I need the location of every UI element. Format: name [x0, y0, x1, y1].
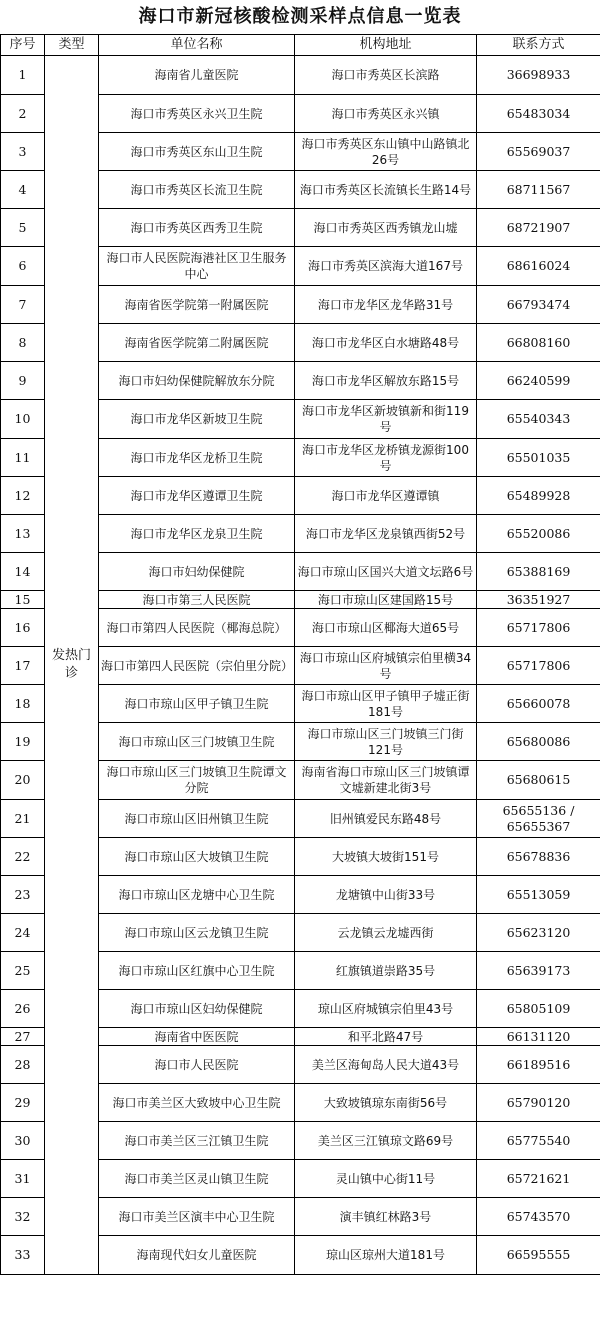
- cell-index: 4: [1, 171, 45, 209]
- cell-address: 大致坡镇琼东南街56号: [295, 1084, 477, 1122]
- cell-name: 海口市龙华区龙泉卫生院: [99, 515, 295, 553]
- cell-phone: 68721907: [477, 209, 600, 247]
- cell-phone: 65775540: [477, 1122, 600, 1160]
- cell-phone: 65660078: [477, 685, 600, 723]
- sampling-sites-table: [0, 34, 600, 1275]
- page-title: 海口市新冠核酸检测采样点信息一览表: [138, 6, 462, 27]
- cell-address: 海口市龙华区解放东路15号: [295, 362, 477, 400]
- cell-index: 16: [1, 609, 45, 647]
- cell-name: 海口市琼山区旧州镇卫生院: [99, 800, 295, 838]
- cell-index: 29: [1, 1084, 45, 1122]
- cell-index: 8: [1, 324, 45, 362]
- cell-index: 30: [1, 1122, 45, 1160]
- cell-index: 24: [1, 914, 45, 952]
- cell-name: 海口市琼山区三门坡镇卫生院谭文分院: [99, 761, 295, 800]
- cell-index: 19: [1, 723, 45, 761]
- cell-address: 大坡镇大坡街151号: [295, 838, 477, 876]
- cell-phone: 65501035: [477, 439, 600, 477]
- cell-address: 海口市龙华区新坡镇新和街119号: [295, 400, 477, 439]
- cell-address: 和平北路47号: [295, 1028, 477, 1046]
- cell-index: 27: [1, 1028, 45, 1046]
- cell-address: 海口市秀英区东山镇中山路镇北26号: [295, 133, 477, 171]
- cell-phone: 65540343: [477, 400, 600, 439]
- cell-phone: 68616024: [477, 247, 600, 286]
- cell-name: 海口市龙华区新坡卫生院: [99, 400, 295, 439]
- cell-address: 海口市琼山区建国路15号: [295, 591, 477, 609]
- cell-index: 22: [1, 838, 45, 876]
- cell-name: 海口市琼山区甲子镇卫生院: [99, 685, 295, 723]
- cell-phone: 65513059: [477, 876, 600, 914]
- cell-address: 海口市琼山区椰海大道65号: [295, 609, 477, 647]
- cell-index: 31: [1, 1160, 45, 1198]
- cell-phone: 65520086: [477, 515, 600, 553]
- cell-name: 海口市琼山区妇幼保健院: [99, 990, 295, 1028]
- cell-index: 18: [1, 685, 45, 723]
- cell-phone: 65680086: [477, 723, 600, 761]
- cell-phone: 68711567: [477, 171, 600, 209]
- cell-name: 海南现代妇女儿童医院: [99, 1236, 295, 1275]
- table-row: [1, 56, 600, 95]
- header-address: 机构地址: [295, 35, 477, 56]
- cell-phone: 65743570: [477, 1198, 600, 1236]
- cell-index: 20: [1, 761, 45, 800]
- cell-address: 美兰区海甸岛人民大道43号: [295, 1046, 477, 1084]
- cell-index: 33: [1, 1236, 45, 1275]
- cell-address: 海口市秀英区长流镇长生路14号: [295, 171, 477, 209]
- cell-name: 海南省中医医院: [99, 1028, 295, 1046]
- cell-category: 发热门诊: [45, 56, 99, 1275]
- cell-address: 海南省海口市琼山区三门坡镇谭文墟新建北街3号: [295, 761, 477, 800]
- cell-name: 海口市秀英区永兴卫生院: [99, 95, 295, 133]
- cell-index: 1: [1, 56, 45, 95]
- cell-name: 海口市美兰区演丰中心卫生院: [99, 1198, 295, 1236]
- cell-index: 23: [1, 876, 45, 914]
- cell-phone: 36698933: [477, 56, 600, 95]
- cell-index: 9: [1, 362, 45, 400]
- cell-index: 28: [1, 1046, 45, 1084]
- cell-name: 海口市琼山区三门坡镇卫生院: [99, 723, 295, 761]
- cell-address: 海口市龙华区龙泉镇西街52号: [295, 515, 477, 553]
- cell-name: 海口市第四人民医院（椰海总院）: [99, 609, 295, 647]
- cell-name: 海南省儿童医院: [99, 56, 295, 95]
- cell-address: 海口市琼山区三门坡镇三门街121号: [295, 723, 477, 761]
- cell-phone: 65678836: [477, 838, 600, 876]
- cell-name: 海口市秀英区西秀卫生院: [99, 209, 295, 247]
- cell-name: 海口市琼山区大坡镇卫生院: [99, 838, 295, 876]
- cell-name: 海口市龙华区龙桥卫生院: [99, 439, 295, 477]
- cell-address: 琼山区府城镇宗伯里43号: [295, 990, 477, 1028]
- cell-name: 海口市琼山区红旗中心卫生院: [99, 952, 295, 990]
- cell-address: 海口市秀英区西秀镇龙山墟: [295, 209, 477, 247]
- cell-index: 6: [1, 247, 45, 286]
- cell-phone: 65805109: [477, 990, 600, 1028]
- cell-phone: 66240599: [477, 362, 600, 400]
- cell-address: 演丰镇红林路3号: [295, 1198, 477, 1236]
- cell-address: 红旗镇道崇路35号: [295, 952, 477, 990]
- cell-name: 海口市美兰区三江镇卫生院: [99, 1122, 295, 1160]
- header-type: 类型: [45, 35, 99, 56]
- cell-phone: 66793474: [477, 286, 600, 324]
- cell-name: 海口市人民医院: [99, 1046, 295, 1084]
- cell-phone: 65717806: [477, 647, 600, 685]
- cell-index: 13: [1, 515, 45, 553]
- cell-name: 海南省医学院第一附属医院: [99, 286, 295, 324]
- cell-address: 海口市秀英区长滨路: [295, 56, 477, 95]
- cell-name: 海口市美兰区大致坡中心卫生院: [99, 1084, 295, 1122]
- cell-address: 海口市琼山区国兴大道文坛路6号: [295, 553, 477, 591]
- header-index: 序号: [1, 35, 45, 56]
- cell-index: 25: [1, 952, 45, 990]
- cell-address: 海口市龙华区白水塘路48号: [295, 324, 477, 362]
- cell-name: 海口市人民医院海港社区卫生服务中心: [99, 247, 295, 286]
- cell-index: 5: [1, 209, 45, 247]
- cell-name: 海口市第三人民医院: [99, 591, 295, 609]
- cell-name: 海口市琼山区龙塘中心卫生院: [99, 876, 295, 914]
- cell-index: 14: [1, 553, 45, 591]
- cell-address: 云龙镇云龙墟西街: [295, 914, 477, 952]
- cell-name: 海口市秀英区长流卫生院: [99, 171, 295, 209]
- cell-phone: 65639173: [477, 952, 600, 990]
- cell-phone: 66595555: [477, 1236, 600, 1275]
- cell-phone: 65721621: [477, 1160, 600, 1198]
- cell-phone: 66189516: [477, 1046, 600, 1084]
- cell-address: 美兰区三江镇琼文路69号: [295, 1122, 477, 1160]
- cell-index: 7: [1, 286, 45, 324]
- cell-address: 海口市龙华区遵谭镇: [295, 477, 477, 515]
- cell-name: 海口市龙华区遵谭卫生院: [99, 477, 295, 515]
- cell-index: 12: [1, 477, 45, 515]
- cell-phone: 66131120: [477, 1028, 600, 1046]
- cell-index: 15: [1, 591, 45, 609]
- header-name: 单位名称: [99, 35, 295, 56]
- cell-address: 旧州镇爱民东路48号: [295, 800, 477, 838]
- cell-address: 灵山镇中心街11号: [295, 1160, 477, 1198]
- cell-index: 2: [1, 95, 45, 133]
- cell-phone: 65717806: [477, 609, 600, 647]
- cell-index: 32: [1, 1198, 45, 1236]
- cell-index: 3: [1, 133, 45, 171]
- cell-address: 龙塘镇中山街33号: [295, 876, 477, 914]
- cell-index: 10: [1, 400, 45, 439]
- cell-phone: 65483034: [477, 95, 600, 133]
- cell-address: 海口市琼山区府城镇宗伯里横34号: [295, 647, 477, 685]
- cell-address: 海口市琼山区甲子镇甲子墟正街181号: [295, 685, 477, 723]
- cell-phone: 66808160: [477, 324, 600, 362]
- cell-phone: 65388169: [477, 553, 600, 591]
- cell-index: 17: [1, 647, 45, 685]
- header-row: [1, 35, 600, 56]
- cell-phone: 65623120: [477, 914, 600, 952]
- cell-index: 11: [1, 439, 45, 477]
- cell-phone: 65489928: [477, 477, 600, 515]
- cell-name: 海口市美兰区灵山镇卫生院: [99, 1160, 295, 1198]
- cell-name: 海口市第四人民医院（宗伯里分院）: [99, 647, 295, 685]
- cell-index: 26: [1, 990, 45, 1028]
- header-phone: 联系方式: [477, 35, 600, 56]
- cell-name: 海南省医学院第二附属医院: [99, 324, 295, 362]
- cell-name: 海口市琼山区云龙镇卫生院: [99, 914, 295, 952]
- cell-phone: 65569037: [477, 133, 600, 171]
- cell-address: 海口市秀英区滨海大道167号: [295, 247, 477, 286]
- cell-phone: 65655136 / 65655367: [477, 800, 600, 838]
- cell-name: 海口市妇幼保健院解放东分院: [99, 362, 295, 400]
- cell-address: 琼山区琼州大道181号: [295, 1236, 477, 1275]
- cell-name: 海口市妇幼保健院: [99, 553, 295, 591]
- cell-phone: 36351927: [477, 591, 600, 609]
- cell-address: 海口市龙华区龙华路31号: [295, 286, 477, 324]
- cell-address: 海口市秀英区永兴镇: [295, 95, 477, 133]
- cell-phone: 65680615: [477, 761, 600, 800]
- cell-index: 21: [1, 800, 45, 838]
- cell-name: 海口市秀英区东山卫生院: [99, 133, 295, 171]
- cell-address: 海口市龙华区龙桥镇龙源街100号: [295, 439, 477, 477]
- cell-phone: 65790120: [477, 1084, 600, 1122]
